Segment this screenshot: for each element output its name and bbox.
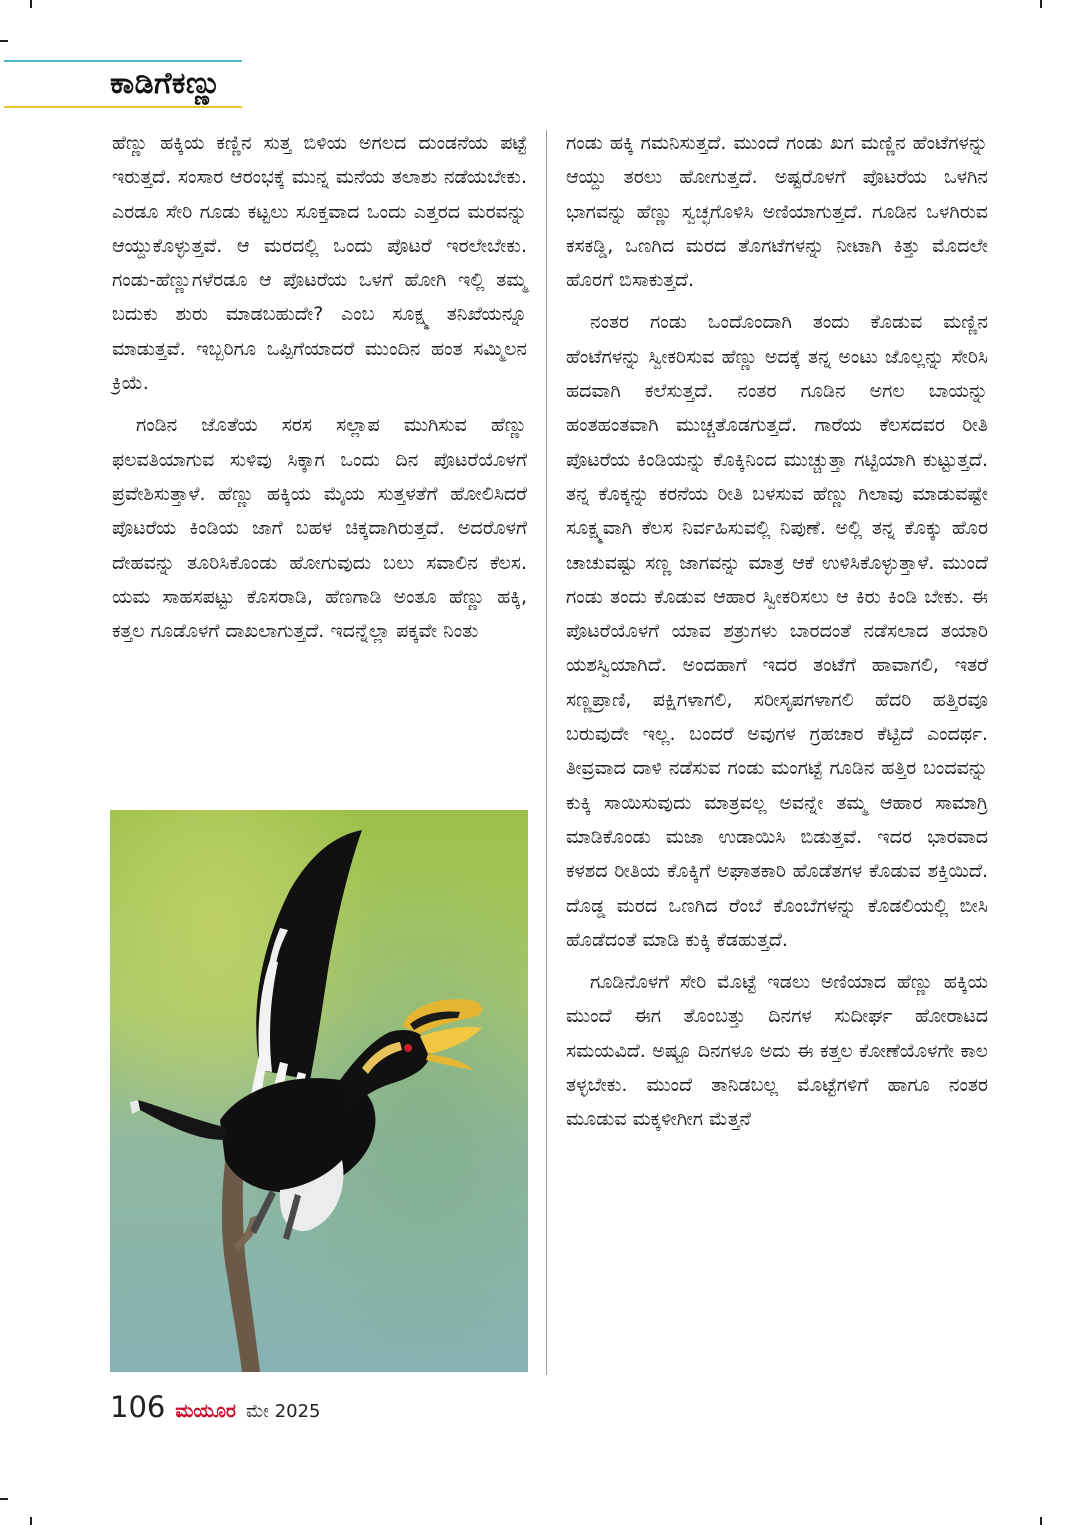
magazine-name: ಮಯೂರ xyxy=(175,1400,236,1422)
article-paragraph: ಹೆಣ್ಣು ಹಕ್ಕಿಯ ಕಣ್ಣಿನ ಸುತ್ತ ಬಿಳಿಯ ಅಗಲದ ದುಂಡನೆಯ ಪಟ್ಟೆ ಇರುತ್ತದೆ. ಸಂಸಾರ ಆರಂಭಕ್ಕೆ ಮುನ್ನ ಮನೆಯ ತಲಾಶು ನಡೆಯಬೇಕು. ಎರಡೂ ಸೇರಿ ಗೂಡು ಕಟ್ಟಲು ಸೂಕ್ತವಾದ ಒಂದು ಎತ್ತರದ ಮರವನ್ನು ಆಯ್ದುಕೊಳ್ಳುತ್ತವೆ. ಆ ಮರದಲ್ಲಿ ಒಂದು ಪೊಟರೆ ಇರಲೇಬೇಕು. ಗಂಡು-ಹೆಣ್ಣುಗಳೆರಡೂ ಆ ಪೊಟರೆಯ ಒಳಗೆ ಹೋಗಿ ಇಲ್ಲಿ ತಮ್ಮ ಬದುಕು ಶುರು ಮಾಡಬಹುದೇ? ಎಂಬ ಸೂಕ್ಷ್ಮ ತನಿಖೆಯನ್ನೂ ಮಾಡುತ್ತವೆ. ಇಬ್ಬರಿಗೂ ಒಪ್ಪಿಗೆಯಾದರೆ ಮುಂದಿನ ಹಂತ ಸಮ್ಮಿಲನ ಕ್ರಿಯೆ. xyxy=(112,132,527,395)
crop-mark xyxy=(1040,1517,1042,1525)
column-divider xyxy=(546,130,547,1375)
article-right-column xyxy=(566,126,988,1137)
issue-date: ಮೇ 2025 xyxy=(245,1401,321,1422)
article-left-column xyxy=(112,126,527,648)
article-paragraph: ಗೂಡಿನೊಳಗೆ ಸೇರಿ ಮೊಟ್ಟೆ ಇಡಲು ಅಣಿಯಾದ ಹೆಣ್ಣು ಹಕ್ಕಿಯ ಮುಂದೆ ಈಗ ತೊಂಬತ್ತು ದಿನಗಳ ಸುದೀರ್ಘ ಹೋರಾಟದ ಸಮಯವಿದೆ. ಅಷ್ಟೂ ದಿನಗಳೂ ಅದು ಈ ಕತ್ತಲ ಕೋಣೆಯೊಳಗೇ ಕಾಲ ತಳ್ಳಬೇಕು. ಮುಂದೆ ತಾನಿಡಬಲ್ಲ ಮೊಟ್ಟೆಗಳಿಗೆ ಹಾಗೂ ನಂತರ ಮೂಡುವ ಮಕ್ಕಳೀಗೀಗ ಮೆತ್ತನೆ xyxy=(566,971,988,1131)
section-title: ಕಾಡಿಗೆಕಣ್ಣು xyxy=(110,66,222,101)
hornbill-photo xyxy=(110,810,528,1372)
article-paragraph: ಗಂಡು ಹಕ್ಕಿ ಗಮನಿಸುತ್ತದೆ. ಮುಂದೆ ಗಂಡು ಖಗ ಮಣ್ಣಿನ ಹೆಂಟೆಗಳನ್ನು ಆಯ್ದು ತರಲು ಹೋಗುತ್ತದೆ. ಅಷ್ಟರೊಳಗೆ ಪೊಟರೆಯ ಒಳಗಿನ ಭಾಗವನ್ನು ಹೆಣ್ಣು ಸ್ವಚ್ಛಗೊಳಿಸಿ ಅಣಿಯಾಗುತ್ತದೆ. ಗೂಡಿನ ಒಳಗಿರುವ ಕಸಕಡ್ಡಿ, ಒಣಗಿದ ಮರದ ತೊಗಟೆಗಳನ್ನು ನೀಟಾಗಿ ಕಿತ್ತು ಮೊದಲೇ ಹೊರಗೆ ಬಿಸಾಕುತ್ತದೆ. xyxy=(566,132,988,292)
header-rule-bottom xyxy=(4,106,242,108)
crop-mark xyxy=(30,0,32,8)
crop-mark xyxy=(1040,0,1042,8)
article-paragraph: ಗಂಡಿನ ಜೊತೆಯ ಸರಸ ಸಲ್ಲಾಪ ಮುಗಿಸುವ ಹೆಣ್ಣು ಫಲವತಿಯಾಗುವ ಸುಳಿವು ಸಿಕ್ಕಾಗ ಒಂದು ದಿನ ಪೊಟರೆಯೊಳಗೆ ಪ್ರವೇಶಿಸುತ್ತಾಳೆ. ಹೆಣ್ಣು ಹಕ್ಕಿಯ ಮೈಯ ಸುತ್ತಳತೆಗೆ ಹೋಲಿಸಿದರೆ ಪೊಟರೆಯ ಕಿಂಡಿಯ ಜಾಗೆ ಬಹಳ ಚಿಕ್ಕದಾಗಿರುತ್ತದೆ. ಅದರೊಳಗೆ ದೇಹವನ್ನು ತೂರಿಸಿಕೊಂಡು ಹೋಗುವುದು ಬಲು ಸವಾಲಿನ ಕೆಲಸ. ಯಮ ಸಾಹಸಪಟ್ಟು ಕೊಸರಾಡಿ, ಹೆಣಗಾಡಿ ಅಂತೂ ಹೆಣ್ಣು ಹಕ್ಕಿ, ಕತ್ತಲ ಗೂಡೊಳಗೆ ದಾಖಲಾಗುತ್ತದೆ. ಇದನ್ನೆಲ್ಲಾ ಪಕ್ಕವೇ ನಿಂತು xyxy=(112,414,527,643)
page-footer xyxy=(110,1390,321,1424)
article-paragraph: ನಂತರ ಗಂಡು ಒಂದೊಂದಾಗಿ ತಂದು ಕೊಡುವ ಮಣ್ಣಿನ ಹೆಂಟೆಗಳನ್ನು ಸ್ವೀಕರಿಸುವ ಹೆಣ್ಣು ಅದಕ್ಕೆ ತನ್ನ ಅಂಟು ಜೊಲ್ಲನ್ನು ಸೇರಿಸಿ ಹದವಾಗಿ ಕಲೆಸುತ್ತದೆ. ನಂತರ ಗೂಡಿನ ಅಗಲ ಬಾಯನ್ನು ಹಂತಹಂತವಾಗಿ ಮುಚ್ಚತೊಡಗುತ್ತದೆ. ಗಾರೆಯ ಕೆಲಸದವರ ರೀತಿ ಪೊಟರೆಯ ಕಿಂಡಿಯನ್ನು ಕೊಕ್ಕಿನಿಂದ ಮುಚ್ಚುತ್ತಾ ಗಟ್ಟಿಯಾಗಿ ಕುಟ್ಟುತ್ತದೆ. ತನ್ನ ಕೊಕ್ಕನ್ನು ಕರನೆಯ ರೀತಿ ಬಳಸುವ ಹೆಣ್ಣು ಗಿಲಾವು ಮಾಡುವಷ್ಟೇ ಸೂಕ್ಷ್ಮವಾಗಿ ಕೆಲಸ ನಿರ್ವಹಿಸುವಲ್ಲಿ ನಿಪುಣೆ. ಅಲ್ಲಿ ತನ್ನ ಕೊಕ್ಕು ಹೊರ ಚಾಚುವಷ್ಟು ಸಣ್ಣ ಜಾಗವನ್ನು ಮಾತ್ರ ಆಕೆ ಉಳಿಸಿಕೊಳ್ಳುತ್ತಾಳೆ. ಮುಂದೆ ಗಂಡು ತಂದು ಕೊಡುವ ಆಹಾರ ಸ್ವೀಕರಿಸಲು ಆ ಕಿರು ಕಿಂಡಿ ಬೇಕು. ಈ ಪೊಟರೆಯೊಳಗೆ ಯಾವ ಶತ್ರುಗಳು ಬಾರದಂತೆ ನಡೆಸಲಾದ ತಯಾರಿ ಯಶಸ್ವಿಯಾಗಿದೆ. ಅಂದಹಾಗೆ ಇದರ ತಂಟೆಗೆ ಹಾವಾಗಲಿ, ಇತರೆ ಸಣ್ಣಪ್ರಾಣಿ, ಪಕ್ಷಿಗಳಾಗಲಿ, ಸರೀಸೃಪಗಳಾಗಲಿ ಹೆದರಿ ಹತ್ತಿರವೂ ಬರುವುದೇ ಇಲ್ಲ. ಬಂದರೆ ಅವುಗಳ ಗ್ರಹಚಾರ ಕೆಟ್ಟಿದೆ ಎಂದರ್ಥ. ತೀವ್ರವಾದ ದಾಳಿ ನಡೆಸುವ ಗಂಡು ಮಂಗಟ್ಟೆ ಗೂಡಿನ ಹತ್ತಿರ ಬಂದವನ್ನು ಕುಕ್ಕಿ ಸಾಯಿಸುವುದು ಮಾತ್ರವಲ್ಲ ಅವನ್ನೇ ತಮ್ಮ ಆಹಾರ ಸಾಮಾಗ್ರಿ ಮಾಡಿಕೊಂಡು ಮಜಾ ಉಡಾಯಿಸಿ ಬಿಡುತ್ತವೆ. ಇದರ ಭಾರವಾದ ಕಳಶದ ರೀತಿಯ ಕೊಕ್ಕಿಗೆ ಅಘಾತಕಾರಿ ಹೊಡೆತಗಳ ಕೊಡುವ ಶಕ್ತಿಯಿದೆ. ದೊಡ್ಡ ಮರದ ಒಣಗಿದ ರೆಂಬೆ ಕೊಂಬೆಗಳನ್ನು ಕೊಡಲಿಯಲ್ಲಿ ಬೀಸಿ ಹೊಡೆದಂತೆ ಮಾಡಿ ಕುಕ್ಕಿ ಕೆಡಹುತ್ತದೆ. xyxy=(566,311,988,951)
page-number: 106 xyxy=(110,1390,166,1424)
crop-mark xyxy=(30,1517,32,1525)
crop-mark xyxy=(0,40,8,42)
header-rule-top xyxy=(4,60,242,62)
crop-mark xyxy=(0,1498,8,1500)
